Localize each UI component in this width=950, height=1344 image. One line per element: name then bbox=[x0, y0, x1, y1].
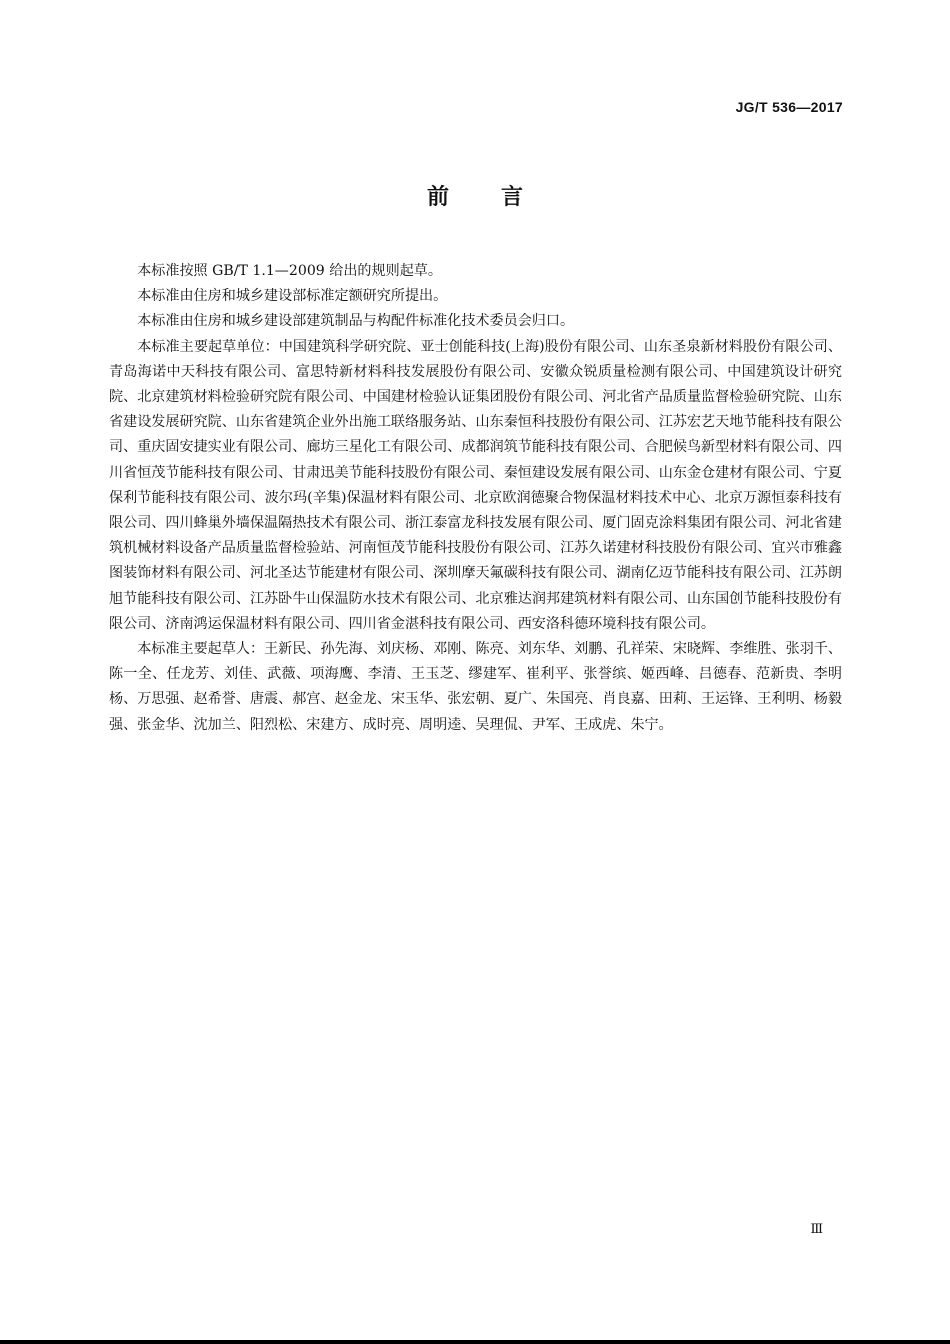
paragraph-drafting-units: 本标准主要起草单位：中国建筑科学研究院、亚士创能科技(上海)股份有限公司、山东圣泉新材料股份有限公司、青岛海诺中天科技有限公司、富思特新材料科技发展股份有限公司、安徽众锐质量检测有限公司、中国建筑设计研究院、北京建筑材料检验研究院有限公司、中国建材检验认证集团股份有限公司、河北省产品质量监督检验研究院、山东省建设发展研究院、山东省建筑企业外出施工联络服务站、山东秦恒科技股份有限公司、江苏宏艺天地节能科技有限公司、重庆固安捷实业有限公司、廊坊三星化工有限公司、成都润筑节能科技有限公司、合肥候鸟新型材料有限公司、四川省恒茂节能科技有限公司、甘肃迅美节能科技股份有限公司、秦恒建设发展有限公司、山东金仓建材有限公司、宁夏保利节能科技有限公司、波尔玛(辛集)保温材料有限公司、北京欧润德聚合物保温材料技术中心、北京万源恒泰科技有限公司、四川蜂巢外墙保温隔热技术有限公司、浙江泰富龙科技发展有限公司、厦门固克涂料集团有限公司、河北省建筑机械材料设备产品质量监督检验站、河南恒茂节能科技股份有限公司、江苏久诺建材科技股份有限公司、宜兴市雅鑫图装饰材料有限公司、河北圣达节能建材有限公司、深圳摩天氟碳科技有限公司、湖南亿迈节能科技有限公司、江苏朗旭节能科技有限公司、江苏卧牛山保温防水技术有限公司、北京雅达润邦建筑材料有限公司、山东国创节能科技股份有限公司、济南鸿运保温材料有限公司、四川省金湛科技有限公司、西安洛科德环境科技有限公司。 bbox=[109, 338, 842, 632]
paragraph-drafters: 本标准主要起草人：王新民、孙先海、刘庆杨、邓刚、陈亮、刘东华、刘鹏、孔祥荣、宋晓辉、李维胜、张羽千、陈一全、任龙芳、刘佳、武薇、项海鹰、李清、王玉芝、缪建军、崔利平、张誉缤、姬西峰、吕德春、范新贵、李明杨、万思强、赵希誉、唐震、郝宫、赵金龙、宋玉华、张宏朝、夏广、朱国亮、肖良嘉、田莉、王运锋、王利明、杨毅强、张金华、沈加兰、阳烈松、宋建方、成时亮、周明逵、吴理侃、尹军、王成虎、朱宁。 bbox=[109, 641, 842, 733]
paragraph-committee: 本标准由住房和城乡建设部建筑制品与构配件标准化技术委员会归口。 bbox=[137, 313, 575, 330]
foreword-body bbox=[109, 259, 842, 738]
paragraph-drafting-rules: 本标准按照 GB/T 1.1—2009 给出的规则起草。 bbox=[137, 263, 442, 279]
page-title: 前言 bbox=[426, 185, 575, 210]
page-number: Ⅲ bbox=[810, 1222, 822, 1237]
paragraph-proposer: 本标准由住房和城乡建设部标准定额研究所提出。 bbox=[137, 288, 448, 305]
standard-code: JG/T 536—2017 bbox=[735, 99, 843, 115]
bottom-rule bbox=[0, 1340, 950, 1344]
